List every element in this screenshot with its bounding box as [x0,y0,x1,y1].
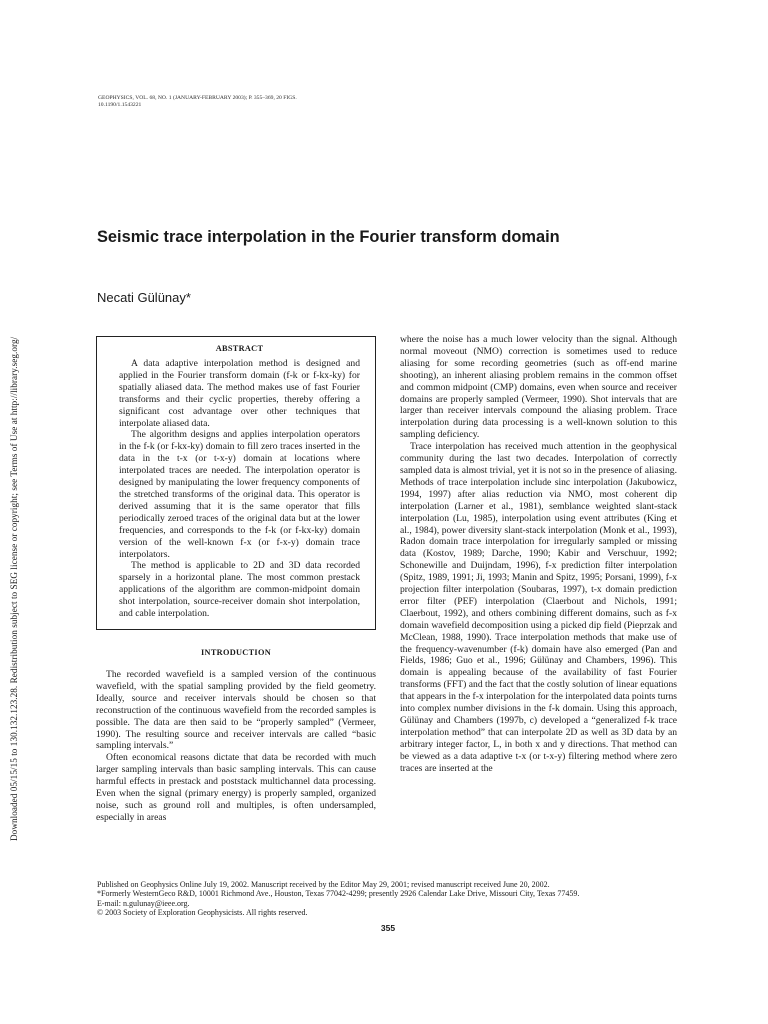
left-column [96,669,376,824]
body-paragraph: where the noise has a much lower velocity than the signal. Although normal moveout (NMO) correction is sometimes used to reduce aliasing for some recording geometries (such as off-end marine shooting), an inherent aliasing problem remains in the common offset and common midpoint (CMP) domains, even when source and receiver domains are properly sampled (Vermeer, 1990). Shot intervals that are larger than receiver intervals compound the aliasing problem. Trace interpolation during data processing is a well-known solution to this sampling deficiency. [400,334,677,441]
author-email: E-mail: n.gulunay@ieee.org. [97,898,190,908]
body-paragraph: The recorded wavefield is a sampled version of the continuous wavefield, with the spatial sampling provided by the field geometry. Ideally, source and receiver intervals should be chosen so that reconstruction of the continuous wavefield from the recorded samples is possible. The data are then said to be “properly sampled” (Vermeer, 1990). The resulting source and receiver intervals are called “basic sampling intervals.” [96,669,376,752]
abstract-paragraph: The algorithm designs and applies interpolation operators in the f-k (or f-kx-ky) domain to fill zero traces inserted in the data in the t-x (or t-x-y) domain at locations where interpolated traces are needed. The interpolation operator is designed by manipulating the lower frequency components of the stretched transforms of the original data. This operator is derived assuming that it is the same operator that fills periodically zeroed traces of the original data but at the lower frequencies, and corresponds to the f-k (or f-kx-ky) domain version of the well-known f-x (or f-x-y) domain trace interpolators. [119,429,360,560]
abstract-heading: ABSTRACT [215,344,264,353]
author-affiliation: *Formerly WesternGeco R&D, 10001 Richmond Ave., Houston, Texas 77042-4299; presently 2926 Calendar Lake Drive, Missouri City, Texas 77459. [97,889,580,899]
abstract-paragraph: A data adaptive interpolation method is designed and applied in the Fourier transform domain (f-k or f-kx-ky) for spatially aliased data. The method makes use of fast Fourier transforms and their cyclic properties, thereby offering a significant cost advantage over other techniques that interpolate aliased data. [119,358,360,429]
copyright-notice: © 2003 Society of Exploration Geophysicists. All rights reserved. [97,908,308,918]
journal-header [98,95,518,109]
author-name: Necati Gülünay* [97,290,191,305]
page-number: 355 [380,923,396,933]
abstract-box [96,336,376,630]
introduction-heading: INTRODUCTION [201,648,271,657]
footnotes [97,880,687,918]
publication-note: Published on Geophysics Online July 19, 2002. Manuscript received by the Editor May 29, 2001; revised manuscript received June 20, 2002. [97,880,550,889]
doi: 10.1190/1.1543221 [98,102,142,108]
download-notice: Downloaded 05/15/15 to 130.132.123.28. Redistribution subject to SEG license or copyright; see Terms of Use at http://library.seg.org/ [9,336,19,841]
abstract-paragraph: The method is applicable to 2D and 3D data recorded sparsely in a horizontal plane. The most common prestack applications of the algorithm are common-midpoint domain shot interpolation, source-receiver domain shot interpolation, and cable interpolation. [119,560,360,620]
body-paragraph: Trace interpolation has received much attention in the geophysical community during the last two decades. Interpolation of correctly sampled data is almost trivial, yet it is not so in the presence of aliasing. Methods of trace interpolation include sinc interpolation (Jakubowicz, 1994, 1997) after alias reduction via NMO, most coherent dip interpolation (Larner et al., 1981), semblance weighted slant-stack interpolation (Lu, 1985), interpolation using event attributes (King et al., 1984), power diversity slant-stack interpolation (Monk et al., 1993), Radon domain trace interpolation for irregularly sampled or missing data (Kostov, 1989; Darche, 1990; Kabir and Verschuur, 1992; Schonewille and Duijndam, 1996), f-x prediction filter interpolation (Spitz, 1989, 1991; Ji, 1993; Manin and Spitz, 1995; Porsani, 1999), f-x projection filter interpolation (Soubaras, 1997), t-x domain prediction error filter (PEF) interpolation (Claerbout and Nichols, 1991; Claerbout, 1992), and others combining different domains, such as f-x domain wavefield decomposition using a picked dip field (Pieprzak and McClean, 1988, 1990). Trace interpolation methods that make use of the frequency-wavenumber (f-k) domain have also emerged (Pan and Fields, 1986; Guo et al., 1996; Gülünay and Chambers, 1996). This domain is appealing because of the availability of fast Fourier transforms (FFT) and the fact that the costly solution of linear equations that appears in the f-x interpolation for the interpolated data points turns into complex number divisions in the f-k domain. Using this approach, Gülünay and Chambers (1997b, c) developed a “generalized f-k trace interpolation method” that can interpolate 2D as well as 3D data by an arbitrary integer factor, L, in both x and y directions. That method can be viewed as a data adaptive t-x (or t-x-y) filtering method where zero traces are inserted at the [400,441,677,774]
paper-title: Seismic trace interpolation in the Fourier transform domain [97,228,560,246]
body-paragraph: Often economical reasons dictate that data be recorded with much larger sampling intervals than basic sampling intervals. This can cause harmful effects in prestack and poststack multichannel data processing. Even when the signal (primary energy) is properly sampled, organized noise, such as ground roll and multiples, is often undersampled, especially in areas [96,752,376,823]
journal-citation: GEOPHYSICS, VOL. 68, NO. 1 (JANUARY-FEBRUARY 2003); P. 355–369, 20 FIGS. [98,95,297,101]
right-column [400,334,677,775]
